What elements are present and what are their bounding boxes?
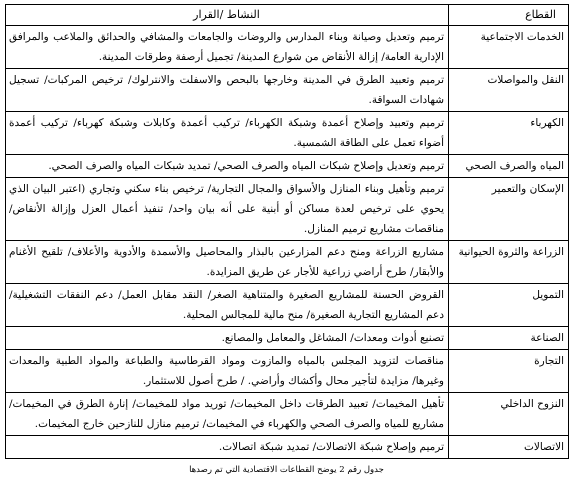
table-row <box>6 436 569 459</box>
activity-cell: مناقصات لتزويد المجلس بالمياه والمازوت ومواد القرطاسية والطباعة والمواد الطبية والمعدات وغيرها/ مزايدة لتأجير محال وأكشاك وأراضي. / طرح أصول للاستثمار. <box>6 350 449 393</box>
activity-cell: ترميم وتعبيد وإصلاح أعمدة وشبكة الكهرباء/ تركيب أعمدة وكابلات وشبكة كهرباء/ تركيب أعمدة أضواء تعمل على الطاقة الشمسية. <box>6 112 449 155</box>
sector-cell: المياه والصرف الصحي <box>449 155 569 178</box>
table-row <box>6 284 569 327</box>
table-row <box>6 241 569 284</box>
table-row <box>6 350 569 393</box>
activity-cell: مشاريع الزراعة ومنح دعم المزارعين بالبذار والمحاصيل والأسمدة والأدوية والأعلاف/ تلقيح الأغنام والأبقار/ طرح أراضي زراعية للأجار عن طريق المزايدة. <box>6 241 449 284</box>
sector-header: القطاع <box>449 5 569 26</box>
table-row <box>6 178 569 241</box>
table-row <box>6 112 569 155</box>
activity-header: النشاط /القرار <box>6 5 449 26</box>
sector-cell: النزوح الداخلي <box>449 393 569 436</box>
activity-cell: تصنيع أدوات ومعدات/ المشاغل والمعامل والمصانع. <box>6 327 449 350</box>
sectors-table <box>5 4 569 459</box>
sector-cell: الصناعة <box>449 327 569 350</box>
activity-cell: ترميم وتعديل وصيانة وبناء المدارس والروضات والجامعات والمشافي والحدائق والملاعب والمرافق الإدارية العامة/ إزالة الأنقاض من شوارع المدينة/ تجميل أرصفة وطرقات المدينة. <box>6 26 449 69</box>
sector-cell: الكهرباء <box>449 112 569 155</box>
activity-cell: تأهيل المخيمات/ تعبيد الطرقات داخل المخيمات/ توريد مواد للمخيمات/ إنارة الطرق في المخيمات/ مشاريع للمياه والصرف الصحي والكهرباء في المخيمات/ ترميم منازل للنازحين خارج المخيمات. <box>6 393 449 436</box>
table-row <box>6 69 569 112</box>
table-row <box>6 155 569 178</box>
activity-cell: القروض الحسنة للمشاريع الصغيرة والمتناهية الصغر/ النقد مقابل العمل/ دعم النفقات التشغيلية/ دعم المشاريع التجارية الصغيرة/ منح مالية للمجالس المحلية. <box>6 284 449 327</box>
table-caption: جدول رقم 2 يوضح القطاعات الاقتصادية التي تم رصدها <box>189 465 384 475</box>
sector-cell: الاتصالات <box>449 436 569 459</box>
sector-cell: التجارة <box>449 350 569 393</box>
table-header-row <box>6 5 569 26</box>
activity-cell: ترميم وإصلاح شبكة الاتصالات/ تمديد شبكة اتصالات. <box>6 436 449 459</box>
activity-cell: ترميم وتعديل وإصلاح شبكات المياه والصرف الصحي/ تمديد شبكات المياه والصرف الصحي. <box>6 155 449 178</box>
table-row <box>6 393 569 436</box>
sector-cell: الزراعة والثروة الحيوانية <box>449 241 569 284</box>
sector-cell: النقل والمواصلات <box>449 69 569 112</box>
activity-cell: ترميم وتأهيل وبناء المنازل والأسواق والمجال التجارية/ ترخيص بناء سكني وتجاري (اعتبر البيان الذي يحوي على ترخيص لعدة مساكن أو أبنية على أنه بيان واحد/ تنفيذ أعمال العزل وإزالة الأنقاض/ مناقصات مشاريع ترميم المنازل. <box>6 178 449 241</box>
activity-cell: ترميم وتعبيد الطرق في المدينة وخارجها بالبحص والاسفلت والانترلوك/ ترخيص المركبات/ تسجيل شهادات السواقة. <box>6 69 449 112</box>
table-row <box>6 327 569 350</box>
sector-cell: الإسكان والتعمير <box>449 178 569 241</box>
sector-cell: الخدمات الاجتماعية <box>449 26 569 69</box>
table-row <box>6 26 569 69</box>
sector-cell: التمويل <box>449 284 569 327</box>
